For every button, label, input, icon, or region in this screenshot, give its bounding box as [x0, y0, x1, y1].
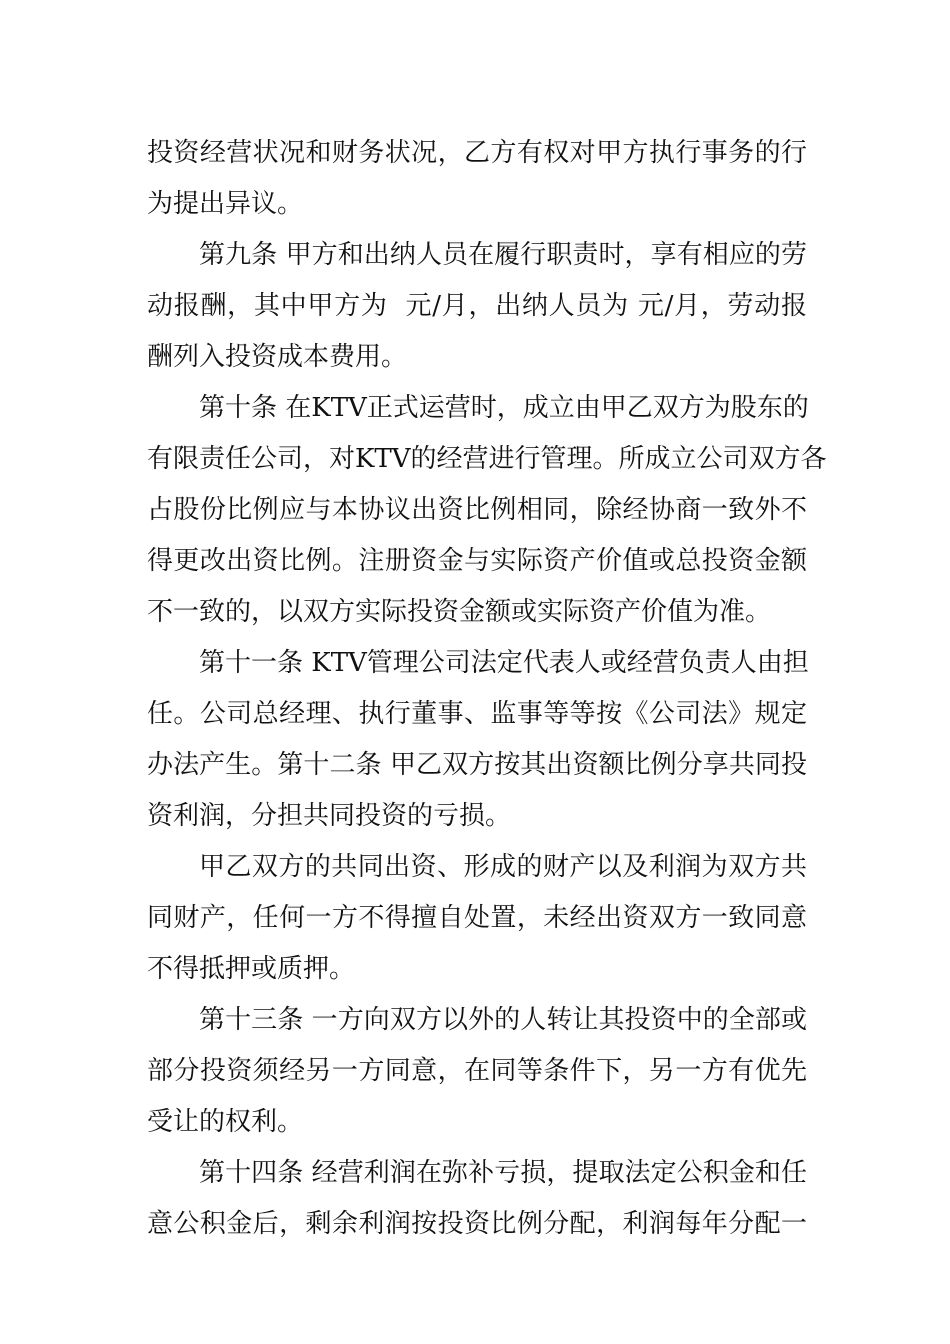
text-line: 第十三条 一方向双方以外的人转让其投资中的全部或: [199, 1005, 807, 1035]
document-body: [147, 128, 827, 1250]
text-line: 任。公司总经理、执行董事、监事等等按《公司法》规定: [147, 699, 807, 729]
text-line: 资利润，分担共同投资的亏损。: [147, 801, 512, 831]
text-line: 有限责任公司，对KTV的经营进行管理。所成立公司双方各: [147, 444, 827, 474]
text-line: 第十条 在KTV正式运营时，成立由甲乙双方为股东的: [199, 393, 809, 423]
text-line: 酬列入投资成本费用。: [147, 342, 408, 372]
text-line: 第十一条 KTV管理公司法定代表人或经营负责人由担: [199, 648, 809, 678]
text-line: 第九条 甲方和出纳人员在履行职责时，享有相应的劳: [199, 240, 807, 270]
text-line: 意公积金后，剩余利润按投资比例分配，利润每年分配一: [147, 1209, 807, 1239]
text-line: 动报酬，其中甲方为 元/月，出纳人员为 元/月，劳动报: [147, 291, 807, 321]
text-line: 为提出异议。: [147, 189, 304, 219]
text-line: 部分投资须经另一方同意，在同等条件下，另一方有优先: [147, 1056, 807, 1086]
text-line: 占股份比例应与本协议出资比例相同，除经协商一致外不: [147, 495, 807, 525]
text-line: 投资经营状况和财务状况，乙方有权对甲方执行事务的行: [147, 138, 807, 168]
text-line: 办法产生。第十二条 甲乙双方按其出资额比例分享共同投: [147, 750, 807, 780]
text-line: 不一致的，以双方实际投资金额或实际资产价值为准。: [147, 597, 772, 627]
text-line: 不得抵押或质押。: [147, 954, 356, 984]
text-line: 第十四条 经营利润在弥补亏损，提取法定公积金和任: [199, 1158, 807, 1188]
text-line: 得更改出资比例。注册资金与实际资产价值或总投资金额: [147, 546, 807, 576]
text-line: 受让的权利。: [147, 1107, 304, 1137]
text-line: 甲乙双方的共同出资、形成的财产以及利润为双方共: [199, 852, 807, 882]
text-line: 同财产，任何一方不得擅自处置，未经出资双方一致同意: [147, 903, 807, 933]
